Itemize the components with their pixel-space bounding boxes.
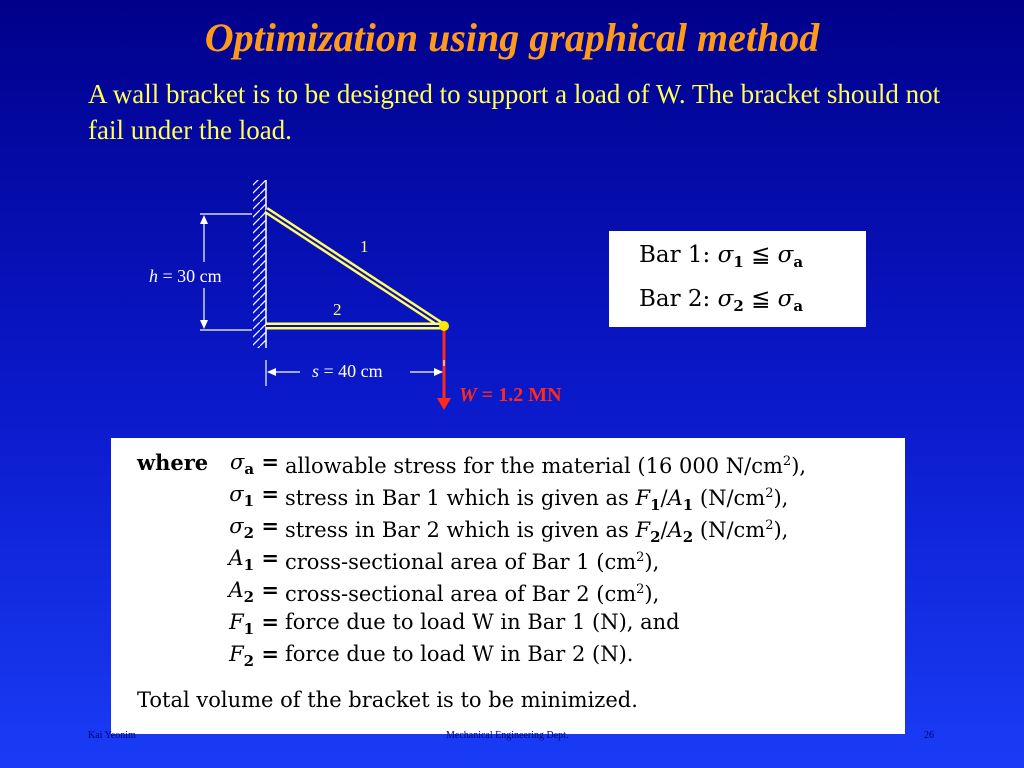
load-label: W = 1.2 MN (459, 384, 562, 406)
condition-bar-1: Bar 1: $\sigma_1$ ≦ $\sigma_a$ (639, 242, 804, 271)
footer-page-number: 26 (924, 730, 934, 741)
bracket-diagram (140, 178, 610, 418)
bar-1-label: 1 (360, 237, 369, 256)
where-label: where (137, 450, 209, 475)
h-dimension-label: h = 30 cm (149, 266, 222, 286)
bar-2-label: 2 (333, 300, 342, 319)
objective-statement: Total volume of the bracket is to be minimized. (137, 688, 638, 712)
intro-text: A wall bracket is to be designed to support a load of W. The bracket should not fail under the load. (88, 79, 941, 145)
definitions-box: where $\sigma_a$ = allowable stress for the material (16 000 $N/cm^2$), $\sigma_1$ = stress in Bar 1 which is given as $F_1/A_1$ $(N/cm^2)$, $\sigma_2$ = stress in Bar 2 which is given as $F_2/A_2$ $(N/cm^2)$, $A_1$ = cross-sectional area of Bar 1 $(cm^2)$, $A_2$ = cross-sectional area of Bar 2 $(cm^2)$, $F_1$ = force due to load W in Bar 1 (N), and $F_2$ = force due to load W in Bar 2 (N). Total volume of the bracket is to be minimized. (111, 438, 905, 734)
s-dimension-label: s = 40 cm (312, 361, 383, 381)
footer-department: Mechanical Engineering Dept. (446, 730, 569, 741)
stress-conditions-box (609, 231, 866, 327)
slide-title: Optimization using graphical method (204, 15, 820, 60)
wall-hatching (253, 180, 266, 348)
load-arrowhead (437, 398, 451, 410)
footer-author: Kai Yeonim (88, 730, 136, 741)
joint-pin (439, 321, 449, 331)
condition-bar-2: Bar 2: $\sigma_2$ ≦ $\sigma_a$ (639, 286, 804, 315)
